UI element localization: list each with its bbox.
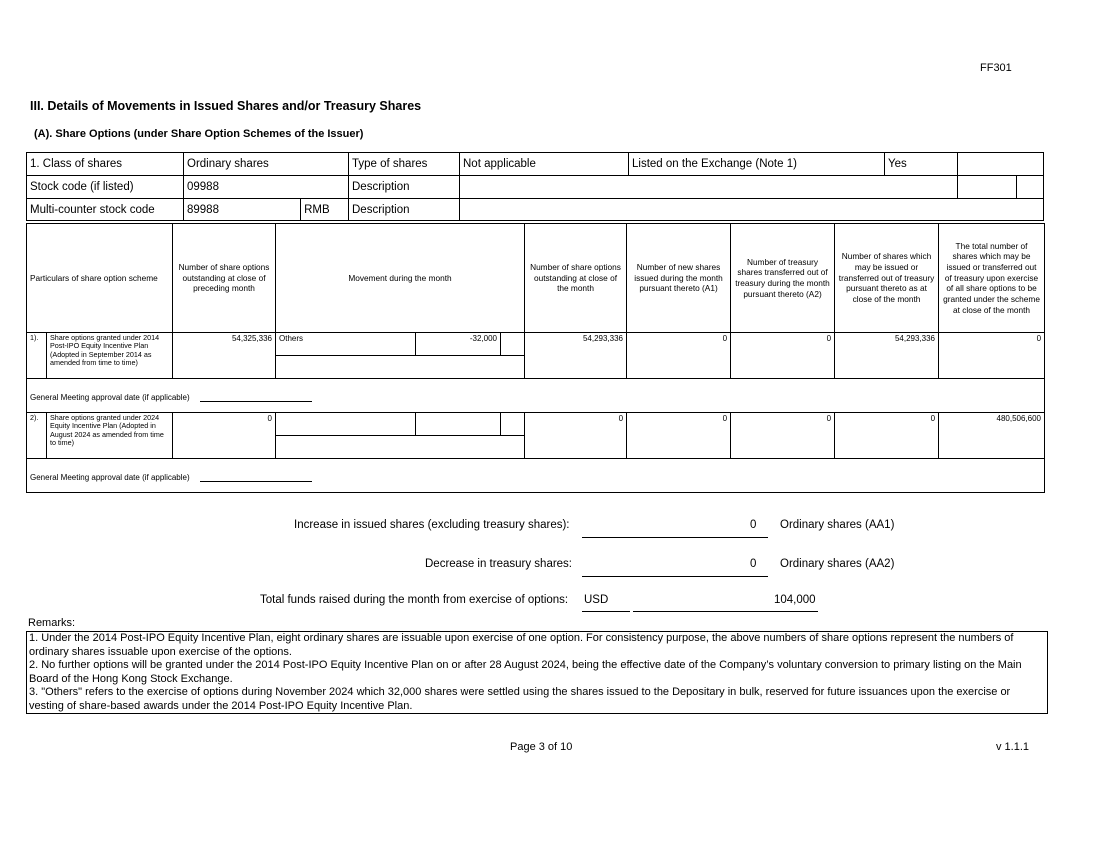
multi-counter-value: 89988 [184, 199, 301, 221]
share-option-movement-table [26, 223, 1045, 493]
version-label: v 1.1.1 [996, 741, 1030, 753]
increase-underline [582, 537, 768, 538]
class-label: 1. Class of shares [27, 153, 184, 176]
decrease-unit: Ordinary shares (AA2) [780, 558, 895, 570]
header-outstanding-close: Number of share options outstanding at close of the month [525, 224, 627, 333]
new-shares: 0 [627, 413, 731, 459]
decrease-value: 0 [750, 558, 757, 570]
outstanding-prev: 0 [173, 413, 276, 459]
form-code: FF301 [980, 62, 1012, 74]
total-number: 480,506,600 [939, 413, 1045, 459]
approval-date-field [200, 389, 312, 402]
total-number: 0 [939, 333, 1045, 379]
increase-value: 0 [750, 519, 757, 531]
funds-currency: USD [584, 594, 609, 606]
outstanding-close: 0 [525, 413, 627, 459]
listed-value: Yes [885, 153, 958, 176]
multi-counter-currency: RMB [301, 199, 349, 221]
listed-label: Listed on the Exchange (Note 1) [629, 153, 885, 176]
description-extra [1017, 176, 1044, 199]
table-row [27, 459, 1045, 493]
may-be-issued: 0 [835, 413, 939, 459]
new-shares: 0 [627, 333, 731, 379]
header-movement: Movement during the month [276, 224, 525, 333]
treasury-transferred: 0 [731, 333, 835, 379]
movement-second-line [276, 436, 525, 459]
stock-code-value: 09988 [184, 176, 349, 199]
increase-label: Increase in issued shares (excluding treasury shares): [294, 519, 570, 531]
approval-date-label: General Meeting approval date (if applicable) [30, 393, 190, 402]
movement-value [416, 413, 501, 436]
multi-description-value [460, 199, 1044, 221]
approval-date-row [27, 459, 1045, 493]
header-particulars: Particulars of share option scheme [27, 224, 173, 333]
movement-blank [501, 413, 525, 436]
movement-type [276, 413, 416, 436]
subsection-title: (A). Share Options (under Share Option Schemes of the Issuer) [34, 128, 364, 140]
listed-extra [958, 153, 1044, 176]
description-value [460, 176, 958, 199]
approval-date-row [27, 379, 1045, 413]
share-class-info-table [26, 152, 1044, 221]
movement-value: -32,000 [416, 333, 501, 356]
may-be-issued: 54,293,336 [835, 333, 939, 379]
movement-blank [501, 333, 525, 356]
funds-currency-underline [582, 611, 630, 612]
multi-counter-label: Multi-counter stock code [27, 199, 184, 221]
header-new-shares: Number of new shares issued during the month pursuant thereto (A1) [627, 224, 731, 333]
stock-code-label: Stock code (if listed) [27, 176, 184, 199]
remark-item: 1. Under the 2014 Post-IPO Equity Incentive Plan, eight ordinary shares are issuable upon exercise of one option. For consistency purpose, the above numbers of share options represent the numbers of ordinary shares issuable upon exercise of the options. [29, 632, 1014, 658]
description-extra-blank [958, 176, 1017, 199]
header-outstanding-prev: Number of share options outstanding at close of preceding month [173, 224, 276, 333]
page-number: Page 3 of 10 [510, 741, 573, 753]
multi-description-label: Description [349, 199, 460, 221]
section-title: III. Details of Movements in Issued Shares and/or Treasury Shares [30, 99, 422, 113]
table-row [27, 379, 1045, 413]
approval-date-field [200, 469, 312, 482]
scheme-name: Share options granted under 2024 Equity Incentive Plan (Adopted in August 2024 as amended from time to time) [47, 413, 173, 459]
funds-value: 104,000 [774, 594, 816, 606]
decrease-underline [582, 576, 768, 577]
decrease-label: Decrease in treasury shares: [425, 558, 573, 570]
remark-item: 3. "Others" refers to the exercise of options during November 2024 which 32,000 shares were settled using the shares issued to the Depositary in bulk, reserved for future issuances upon the exercise or vesting of share-based awards under the 2014 Post-IPO Equity Incentive Plan. [29, 686, 1011, 712]
class-value: Ordinary shares [184, 153, 349, 176]
movement-second-line [276, 356, 525, 379]
scheme-index: 1). [27, 333, 47, 379]
outstanding-close: 54,293,336 [525, 333, 627, 379]
description-label: Description [349, 176, 460, 199]
table-row [27, 413, 1045, 436]
header-may-be-issued: Number of shares which may be issued or transferred out of treasury pursuant thereto as at close of the month [835, 224, 939, 333]
header-total-number: The total number of shares which may be issued or transferred out of treasury upon exercise of all share options to be granted under the scheme at close of the month [939, 224, 1045, 333]
treasury-transferred: 0 [731, 413, 835, 459]
type-label: Type of shares [349, 153, 460, 176]
funds-value-underline [633, 611, 818, 612]
type-value: Not applicable [460, 153, 629, 176]
remarks-title: Remarks: [28, 617, 76, 629]
scheme-index: 2). [27, 413, 47, 459]
funds-label: Total funds raised during the month from exercise of options: [260, 594, 569, 606]
header-treasury-transferred: Number of treasury shares transferred out of treasury during the month pursuant thereto (A2) [731, 224, 835, 333]
increase-unit: Ordinary shares (AA1) [780, 519, 895, 531]
remarks-box [26, 631, 1048, 714]
approval-date-label: General Meeting approval date (if applicable) [30, 473, 190, 482]
table-row [27, 333, 1045, 356]
outstanding-prev: 54,325,336 [173, 333, 276, 379]
scheme-name: Share options granted under 2014 Post-IPO Equity Incentive Plan (Adopted in September 2014 as amended from time to time) [47, 333, 173, 379]
movement-type: Others [276, 333, 416, 356]
remark-item: 2. No further options will be granted under the 2014 Post-IPO Equity Incentive Plan on or after 28 August 2024, being the effective date of the Company’s voluntary conversion to primary listing on the Main Board of the Hong Kong Stock Exchange. [29, 659, 1022, 685]
